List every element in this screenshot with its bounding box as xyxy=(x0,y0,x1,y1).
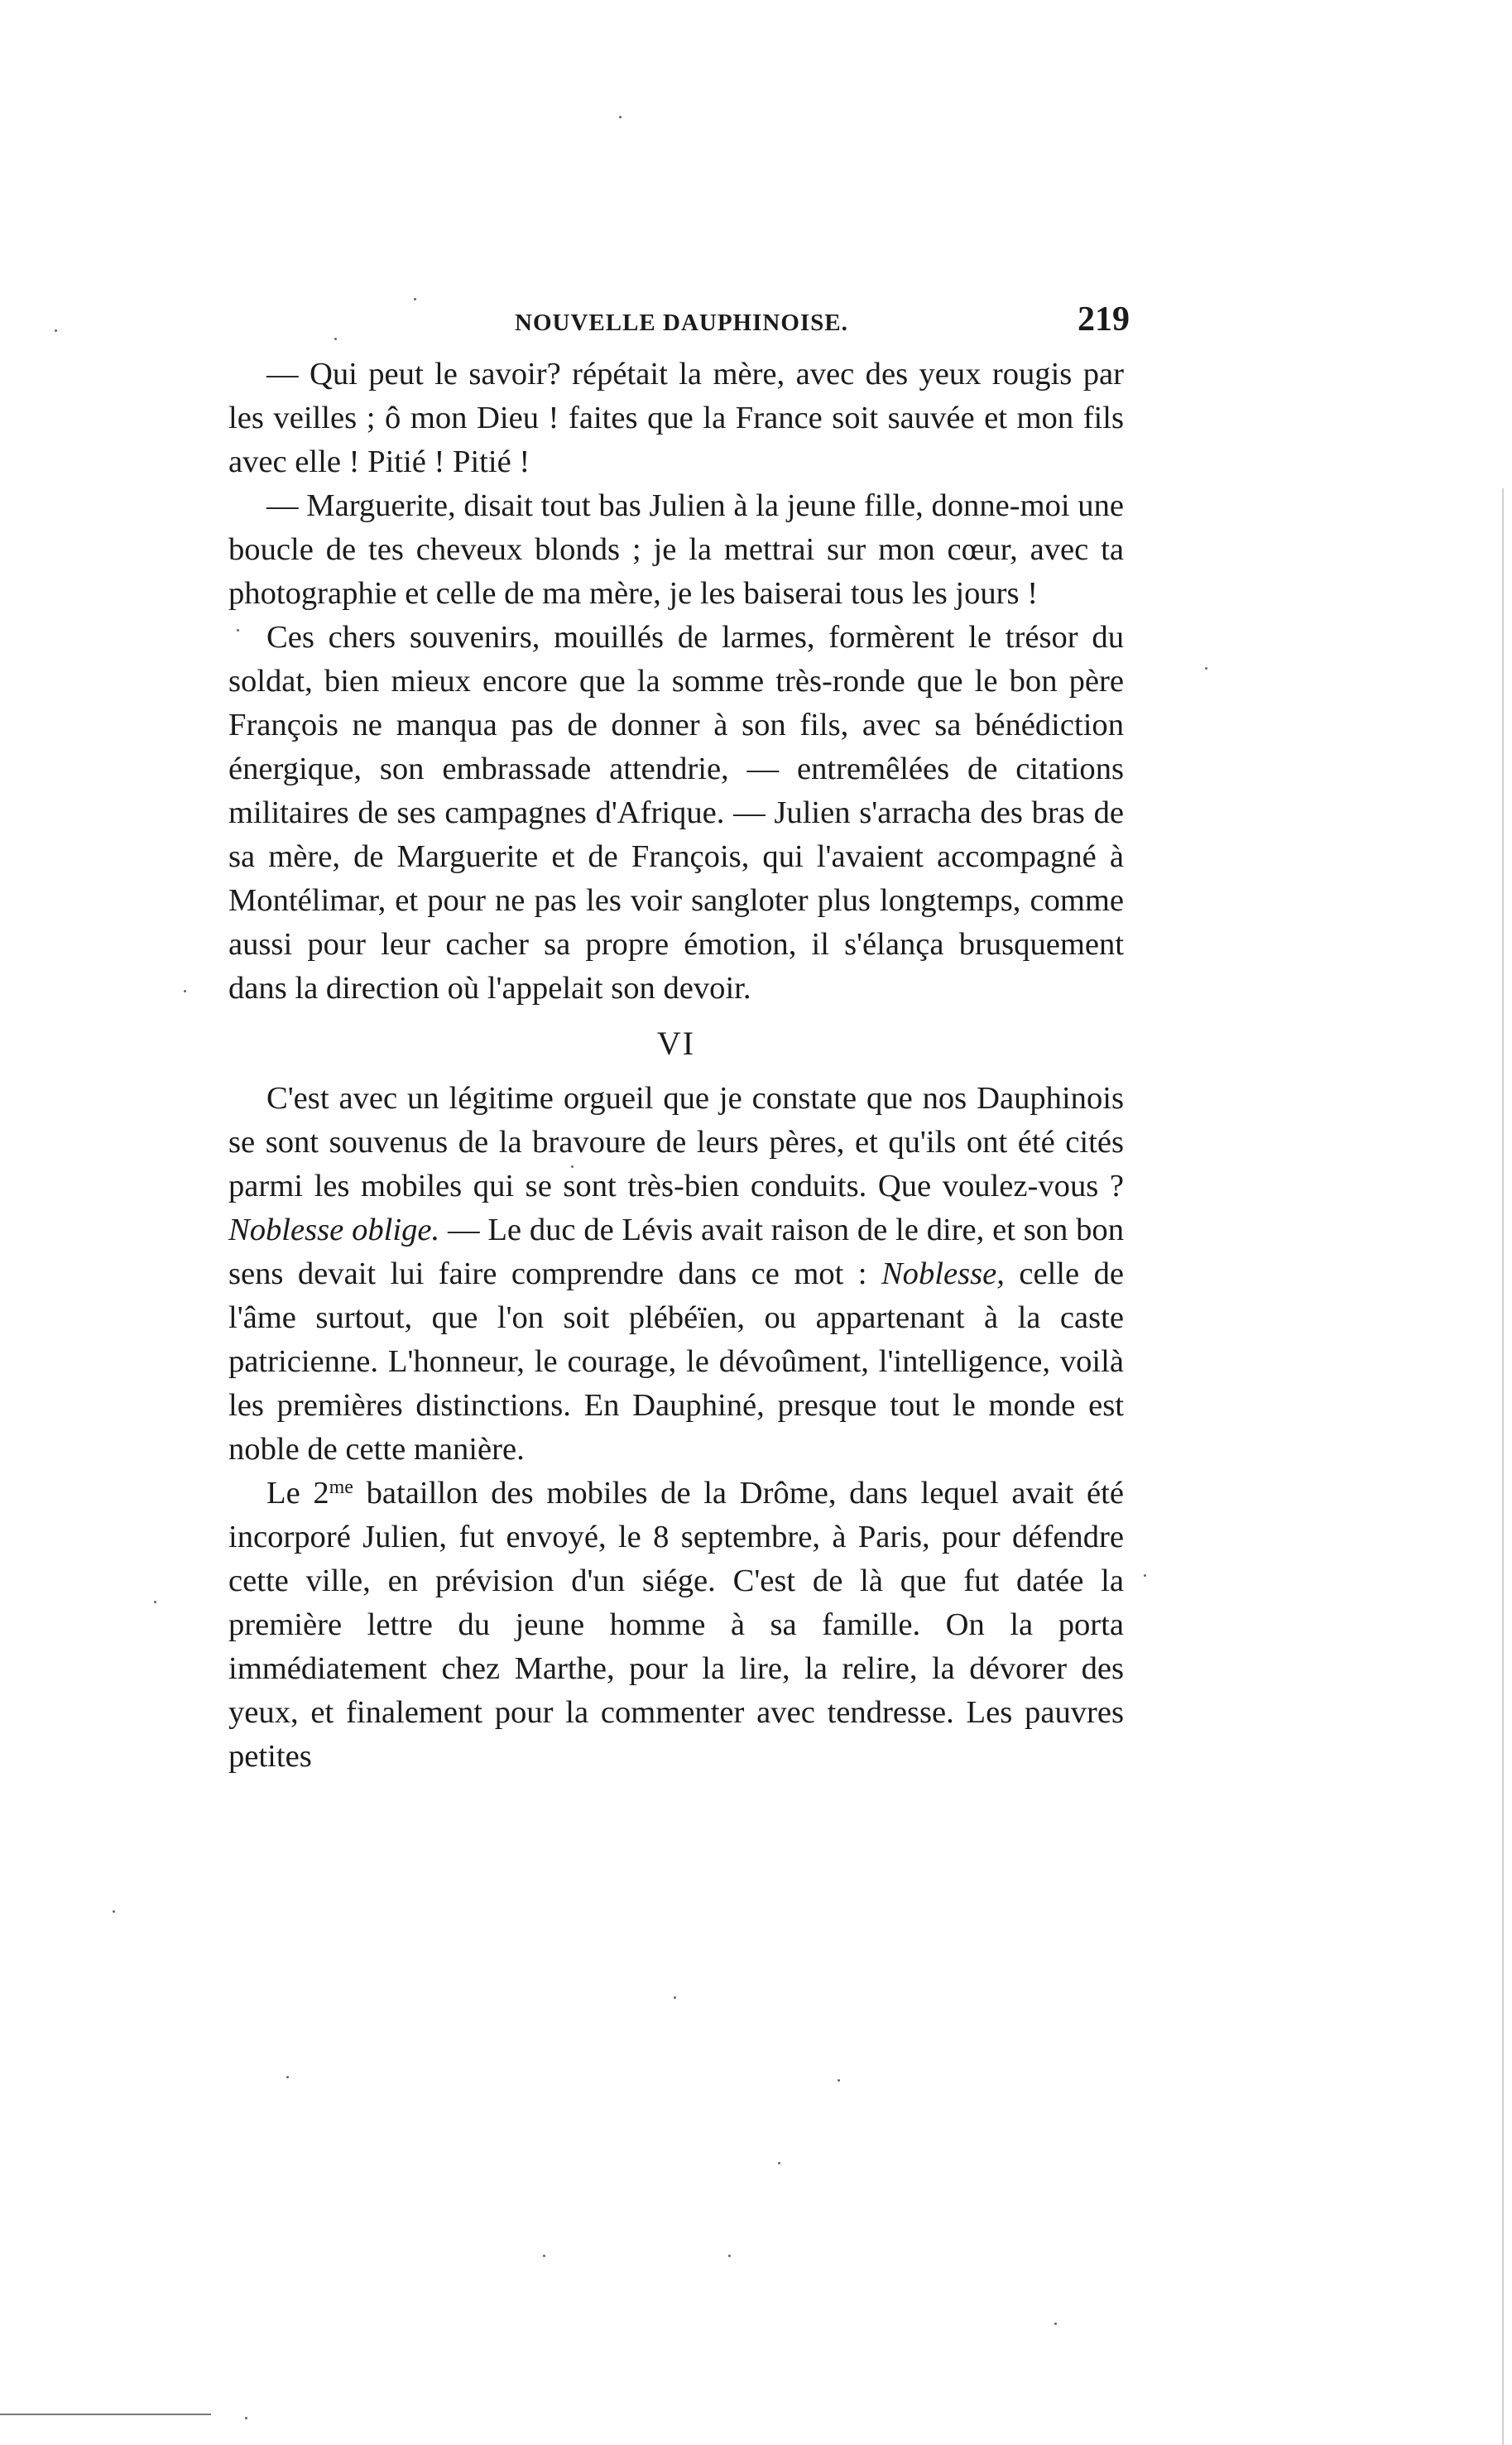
paragraph-5 xyxy=(228,1472,1124,1779)
scan-speck xyxy=(237,629,239,632)
page-number: 219 xyxy=(1078,300,1130,339)
page-body xyxy=(228,353,1124,1779)
scan-speck xyxy=(571,1165,574,1168)
scan-speck xyxy=(728,2255,731,2257)
paragraph-5-part-2: bataillon des mobiles de la Drôme, dans lequel avait été incorporé Julien, fut envoyé, le 8 septembre, à Paris, pour défendre cette ville, en prévision d'un siége. C'est de là que fut datée la première lettre du jeune homme à sa famille. On la porta immédiatement chez Marthe, pour la lire, la relire, la dévorer des yeux, et finalement pour la commenter avec tendresse. Les pauvres petites xyxy=(228,1476,1124,1774)
scan-speck xyxy=(1054,2323,1057,2325)
scan-speck xyxy=(1205,667,1207,670)
ordinal-superscript: me xyxy=(329,1477,353,1498)
scan-speck xyxy=(674,1996,676,1999)
scan-speck xyxy=(543,2255,545,2257)
scan-speck xyxy=(154,1601,156,1603)
scan-speck xyxy=(334,338,337,340)
scan-speck xyxy=(838,2079,840,2082)
italic-noblesse-oblige: Noblesse oblige. xyxy=(228,1213,440,1247)
scan-speck xyxy=(778,2162,780,2164)
section-heading-vi: VI xyxy=(656,1025,696,1062)
paragraph-4-part-1: C'est avec un légitime orgueil que je constate que nos Dauphinois se sont souvenus de la bravoure de leurs pères, et qu'ils ont été cités parmi les mobiles qui se sont très-bien conduits. Que voulez-vous ? xyxy=(228,1081,1124,1203)
scan-speck xyxy=(55,329,57,332)
scan-speck xyxy=(113,1910,115,1913)
running-title: NOUVELLE DAUPHINOISE. xyxy=(515,310,848,336)
scan-edge-line xyxy=(0,2414,211,2415)
scan-speck xyxy=(184,990,186,992)
scan-speck xyxy=(414,298,416,300)
paragraph-4 xyxy=(228,1077,1124,1472)
paragraph-3: Ces chers souvenirs, mouillés de larmes, formèrent le trésor du soldat, bien mieux encore que la somme très-ronde que le bon père François ne manqua pas de donner à son fils, avec sa bénédiction énergique, son embrassade attendrie, — entremêlées de citations militaires de ses campagnes d'Afrique. — Julien s'arracha des bras de sa mère, de Marguerite et de François, qui l'avaient accompagné à Montélimar, et pour ne pas les voir sangloter plus longtemps, comme aussi pour leur cacher sa propre émotion, il s'élança brusquement dans la direction où l'appelait son devoir. xyxy=(228,620,1124,1006)
scan-right-edge xyxy=(1502,488,1504,2445)
paragraph-4-part-3: celle de l'âme surtout, que l'on soit plébéïen, ou appartenant à la caste patricienne. L'honneur, le courage, le dévoûment, l'intelligence, voilà les premières distinctions. En Dauphiné, presque tout le monde est noble de cette manière. xyxy=(228,1256,1124,1467)
paragraph-2: — Marguerite, disait tout bas Julien à la jeune fille, donne-moi une boucle de tes cheveux blonds ; je la mettrai sur mon cœur, avec ta photographie et celle de ma mère, je les baiserai tous les jours ! xyxy=(228,488,1124,611)
page-header xyxy=(223,300,1130,349)
scan-speck xyxy=(245,2417,247,2419)
scan-speck xyxy=(1144,1574,1146,1577)
scan-speck xyxy=(619,116,622,118)
paragraph-5-part-1: Le 2 xyxy=(266,1476,329,1511)
paragraph-1: — Qui peut le savoir? répétait la mère, avec des yeux rougis par les veilles ; ô mon Dieu ! faites que la France soit sauvée et mon fils avec elle ! Pitié ! Pitié ! xyxy=(228,357,1124,479)
paragraph-4-part-2: — Le duc de Lévis avait raison de le dire, et son bon sens devait lui faire comprendre dans ce mot : xyxy=(228,1213,1124,1291)
italic-noblesse: Noblesse, xyxy=(881,1256,1005,1291)
scan-speck xyxy=(286,2076,289,2078)
